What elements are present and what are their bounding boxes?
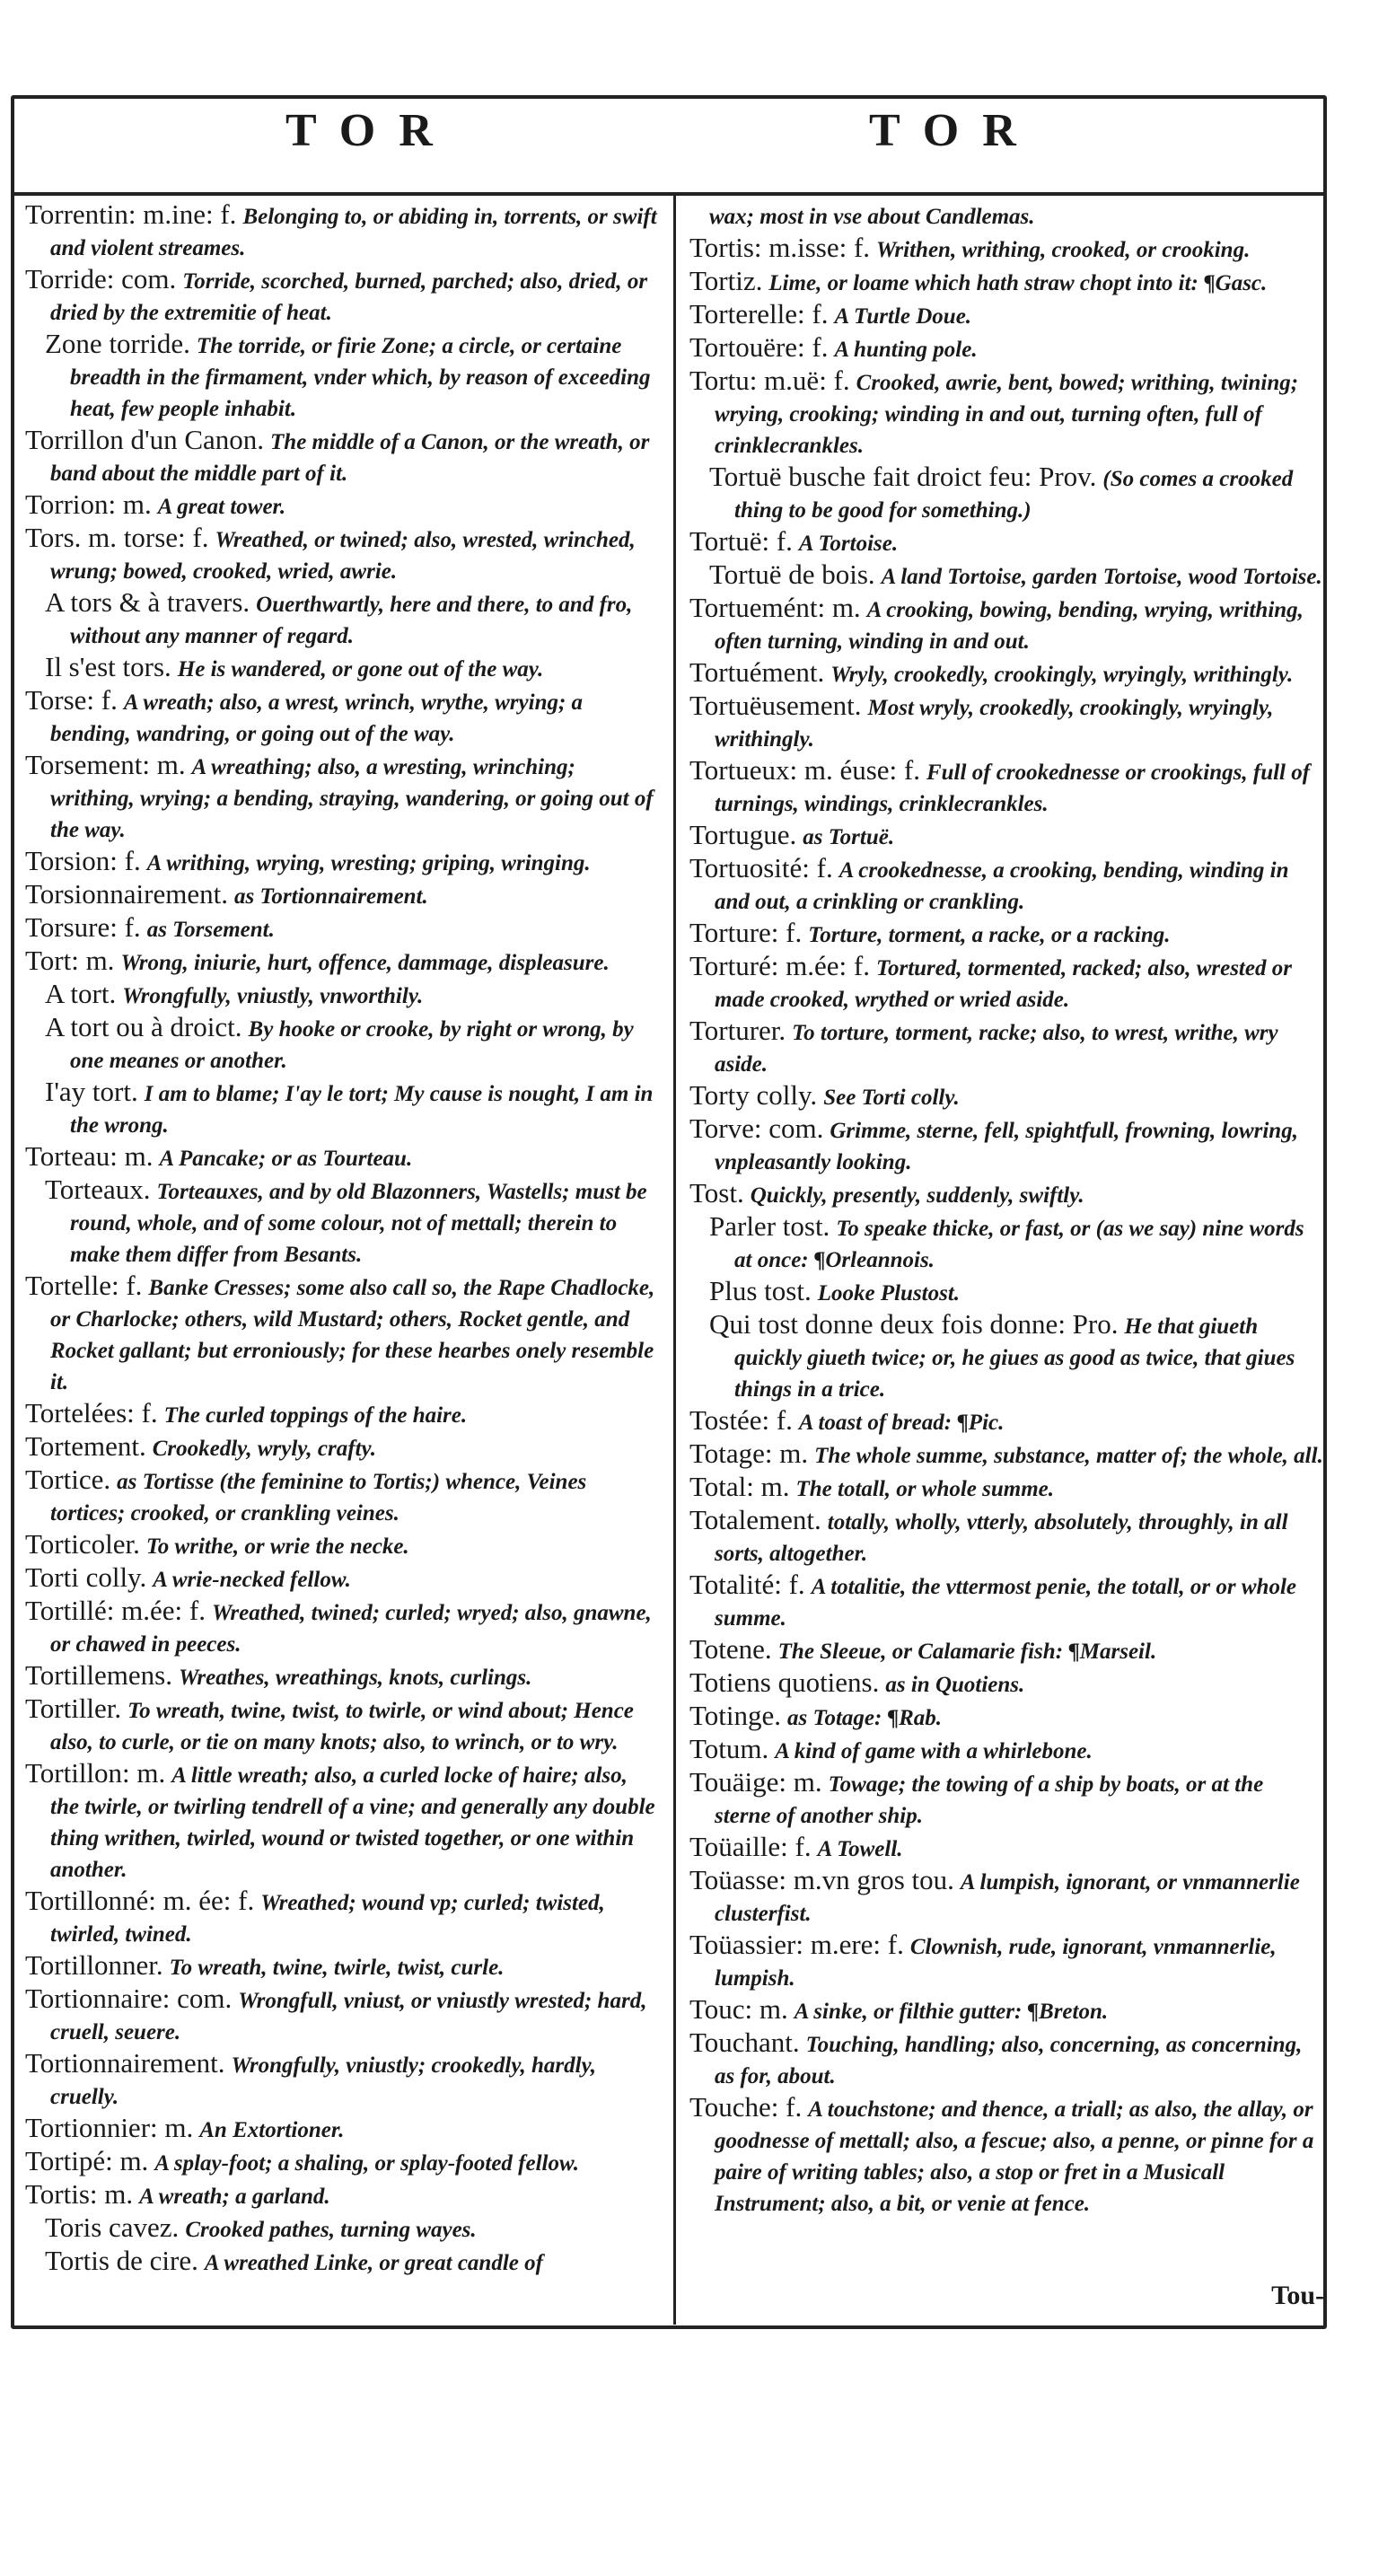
definition: To wreath, twine, twirle, twist, curle.: [169, 1956, 505, 1980]
definition: Wrongfull, vniust, or vniustly wrested; hard, cruell, seuere.: [50, 1989, 647, 2044]
definition: Wryly, crookedly, crookingly, wryingly, writhingly.: [830, 663, 1294, 687]
headword: Tors. m. torse: f.: [25, 522, 209, 553]
dictionary-entry: [689, 2092, 1323, 2220]
definition: Touching, handling; also, concerning, as concerning, as for, about.: [715, 2033, 1303, 2088]
dictionary-entry: [25, 489, 659, 523]
dictionary-entry: [689, 1015, 1323, 1080]
definition: A wreathed Linke, or great candle of: [204, 2251, 543, 2275]
running-head-right: TOR: [869, 105, 1040, 156]
dictionary-entry: [25, 1529, 659, 1562]
definition: Most wryly, crookedly, crookingly, wryingly, writhingly.: [715, 696, 1274, 752]
definition: as Torsement.: [146, 918, 275, 942]
definition: A Towell.: [817, 1837, 903, 1861]
definition: The whole summe, substance, matter of; the whole, all.: [814, 1444, 1323, 1468]
dictionary-entry: [25, 685, 659, 750]
dictionary-entry: [689, 1994, 1323, 2027]
definition: Banke Cresses; some also call so, the Rape Chadlocke, or Charlocke; others, wild Mustard; others, Rocket gentle, and Rocket gallant; but erroniously; for these hearbes onely resemble it.: [50, 1276, 655, 1394]
definition: as Tortionnairement.: [233, 884, 428, 909]
dictionary-entry: [25, 1693, 659, 1758]
definition: See Torti colly.: [823, 1086, 960, 1110]
headword: Tortuë: f.: [689, 525, 793, 557]
dictionary-entry: [25, 1431, 659, 1464]
definition: A wreath; a garland.: [139, 2185, 330, 2209]
dictionary-entry: [689, 1405, 1323, 1438]
dictionary-entry: [25, 879, 659, 912]
definition: Lime, or loame which hath straw chopt into it: ¶Gasc.: [768, 271, 1268, 295]
headword: Toüasse: m.vn gros tou.: [689, 1864, 954, 1895]
definition: Tortured, tormented, racked; also, wrested or made crooked, wrythed or wried aside.: [715, 956, 1292, 1012]
definition: He is wandered, or gone out of the way.: [177, 657, 544, 681]
dictionary-entry: [25, 1174, 659, 1270]
headword: Touäige: m.: [689, 1766, 822, 1798]
headword: Tortu: m.uë: f.: [689, 365, 850, 396]
headword: Tortionnairement.: [25, 2047, 225, 2079]
dictionary-entry: [689, 1701, 1323, 1734]
definition: A hunting pole.: [834, 338, 978, 362]
definition: Torteauxes, and by old Blazonners, Wastells; must be round, whole, and of some colour, not of mettall; therein to make them differ from Besants.: [70, 1180, 647, 1267]
definition: A wrie-necked fellow.: [153, 1568, 351, 1592]
dictionary-entry: [25, 912, 659, 945]
dictionary-entry: [689, 853, 1323, 918]
headword: A tort.: [45, 978, 117, 1009]
headword: Tortillon: m.: [25, 1757, 166, 1789]
headword: I'ay tort.: [45, 1076, 138, 1107]
headword: Tortis: m.: [25, 2178, 134, 2210]
headword: Totalité: f.: [689, 1569, 805, 1600]
headword: Torticoler.: [25, 1528, 140, 1560]
headword: Plus tost.: [709, 1275, 812, 1306]
dictionary-entry: [689, 1113, 1323, 1178]
headword: Tortuosité: f.: [689, 852, 833, 884]
dictionary-entry: [689, 1734, 1323, 1767]
headword: Tost.: [689, 1177, 744, 1209]
definition: Crookedly, wryly, crafty.: [152, 1437, 376, 1461]
definition: Crooked pathes, turning wayes.: [185, 2218, 477, 2242]
headword: Torsement: m.: [25, 749, 186, 780]
dictionary-entry: [689, 1211, 1323, 1276]
headword: Toüassier: m.ere: f.: [689, 1929, 904, 1960]
definition: Wrong, iniurie, hurt, offence, dammage, displeasure.: [120, 951, 610, 975]
definition: A wreathing; also, a wresting, wrinching; writhing, wrying; a bending, straying, wandering, or going out of the way.: [50, 755, 654, 842]
definition: Wreathed, or twined; also, wrested, wrinched, wrung; bowed, crooked, wried, awrie.: [50, 528, 636, 584]
headword: Toüaille: f.: [689, 1831, 812, 1862]
headword: Torty colly.: [689, 1079, 818, 1111]
definition: Belonging to, or abiding in, torrents, or swift and violent streames.: [50, 205, 657, 260]
definition: A crooking, bowing, bending, wrying, writhing, often turning, winding in and out.: [715, 598, 1304, 654]
definition: To wreath, twine, twist, to twirle, or wind about; Hence also, to curle, or tie on many knots; also, to wrinch, or to wry.: [50, 1699, 634, 1754]
definition: Writhen, writhing, crooked, or crooking.: [876, 238, 1251, 262]
headword: Tortillonné: m. ée: f.: [25, 1885, 255, 1916]
definition: A Tortoise.: [798, 532, 899, 556]
headword: Touc: m.: [689, 1993, 788, 2025]
definition: (So comes a crooked thing to be good for something.): [734, 467, 1294, 523]
dictionary-entry: [25, 652, 659, 685]
headword: Torturer.: [689, 1015, 786, 1046]
headword: Torteaux.: [45, 1174, 151, 1205]
header-rule: [14, 192, 1323, 196]
definition: as Tortisse (the feminine to Tortis;) whence, Veines tortices; crooked, or crankling veines.: [50, 1470, 587, 1525]
definition: as Tortuë.: [803, 825, 895, 849]
dictionary-entry: [25, 264, 659, 329]
headword: Tortuëusement.: [689, 690, 862, 721]
headword: Torti colly.: [25, 1561, 147, 1593]
dictionary-entry: [25, 2246, 659, 2279]
dictionary-entry: [25, 1983, 659, 2048]
dictionary-entry: [689, 1472, 1323, 1505]
headword: Tortuë de bois.: [709, 558, 875, 590]
dictionary-entry: [689, 1438, 1323, 1472]
dictionary-entry: [25, 329, 659, 425]
headword: Totiens quotiens.: [689, 1666, 880, 1698]
headword: Totene.: [689, 1633, 772, 1665]
dictionary-entry: [25, 523, 659, 587]
dictionary-entry: [25, 2212, 659, 2246]
definition: as in Quotiens.: [885, 1673, 1025, 1697]
headword: Torve: com.: [689, 1112, 824, 1144]
definition: An Extortioner.: [199, 2118, 345, 2142]
headword: Tortipé: m.: [25, 2145, 149, 2176]
headword: Tortiller.: [25, 1692, 122, 1724]
headword: Tortionnaire: com.: [25, 1983, 233, 2014]
dictionary-entry: [689, 755, 1323, 820]
dictionary-entry: [25, 2048, 659, 2113]
definition: A lumpish, ignorant, or vnmannerlie clusterfist.: [715, 1870, 1300, 1926]
dictionary-entry: [25, 1758, 659, 1886]
dictionary-entry: [689, 199, 1323, 233]
dictionary-entry: [25, 199, 659, 264]
column-divider: [673, 192, 676, 2325]
dictionary-entry: [689, 1832, 1323, 1865]
definition: as Totage: ¶Rab.: [787, 1706, 943, 1730]
definition: Quickly, presently, suddenly, swiftly.: [750, 1183, 1084, 1208]
dictionary-entry: [689, 2027, 1323, 2092]
headword: Torsure: f.: [25, 911, 141, 943]
definition: A Pancake; or as Tourteau.: [159, 1147, 413, 1171]
definition: To writhe, or wrie the necke.: [145, 1534, 409, 1559]
headword: Tortionnier: m.: [25, 2112, 194, 2143]
dictionary-entry: [689, 365, 1323, 462]
dictionary-entry: [689, 266, 1323, 299]
dictionary-entry: [689, 593, 1323, 657]
definition: I am to blame; I'ay le tort; My cause is nought, I am in the wrong.: [70, 1082, 654, 1138]
headword: Torride: com.: [25, 263, 177, 295]
headword: Tortiz.: [689, 265, 763, 296]
dictionary-entry: [25, 1270, 659, 1398]
headword: Torrentin: m.ine: f.: [25, 198, 237, 230]
definition: A sinke, or filthie gutter: ¶Breton.: [794, 2000, 1109, 2024]
dictionary-entry: [25, 2179, 659, 2212]
headword: Tortillé: m.ée: f.: [25, 1595, 206, 1626]
dictionary-entry: [25, 750, 659, 846]
dictionary-entry: [25, 846, 659, 879]
catchword: Tou-: [1271, 2281, 1324, 2310]
definition: To speake thicke, or fast, or (as we say) nine words at once: ¶Orleannois.: [734, 1217, 1304, 1272]
headword: Touche: f.: [689, 2091, 803, 2123]
definition: A land Tortoise, garden Tortoise, wood Tortoise.: [881, 565, 1322, 589]
headword: Totage: m.: [689, 1437, 809, 1469]
headword: Total: m.: [689, 1471, 790, 1502]
definition: Full of crookednesse or crookings, full of turnings, windings, crinklecrankles.: [715, 760, 1311, 816]
definition: The middle of a Canon, or the wreath, or band about the middle part of it.: [50, 430, 650, 486]
headword: Torse: f.: [25, 684, 118, 716]
dictionary-entry: [689, 526, 1323, 559]
definition: A touchstone; and thence, a triall; as also, the allay, or goodnesse of mettall; also, a fescue; also, a penne, or pinne for a paire of writing tables; also, a stop or fret in a Musicall Instrument; also, a bit, or venie at fence.: [715, 2097, 1314, 2216]
headword: Tortuemént: m.: [689, 592, 861, 623]
headword: Toris cavez.: [45, 2211, 180, 2243]
headword: Tortis: m.isse: f.: [689, 232, 871, 263]
definition: Crooked, awrie, bent, bowed; writhing, twining; wrying, crooking; winding in and out, turning often, full of crinklecrankles.: [715, 371, 1299, 458]
dictionary-entry: [25, 1562, 659, 1596]
headword: Tortillonner.: [25, 1949, 163, 1981]
definition: A crookednesse, a crooking, bending, winding in and out, a crinkling or crankling.: [715, 858, 1289, 914]
definition: Grimme, sterne, fell, spightfull, frowning, lowring, vnpleasantly looking.: [715, 1119, 1298, 1174]
definition: totally, wholly, vtterly, absolutely, throughly, in all sorts, altogether.: [715, 1510, 1288, 1566]
headword: Torrillon d'un Canon.: [25, 424, 265, 455]
definition: The curled toppings of the haire.: [163, 1403, 468, 1428]
headword: Torterelle: f.: [689, 298, 829, 330]
dictionary-entry: [689, 332, 1323, 365]
definition: Wrongfully, vniustly; crookedly, hardly, cruelly.: [50, 2053, 596, 2109]
dictionary-entry: [689, 299, 1323, 332]
definition: A little wreath; also, a curled locke of haire; also, the twirle, or twirling tendrell of a vine; and generally any double thing writhen, twirled, wound or twisted together, or one within another.: [50, 1763, 655, 1882]
dictionary-entry: [25, 1077, 659, 1141]
headword: Il s'est tors.: [45, 651, 171, 682]
headword: Tortelées: f.: [25, 1397, 158, 1429]
headword: Tortement.: [25, 1430, 146, 1462]
headword: Torsion: f.: [25, 845, 141, 876]
headword: Torture: f.: [689, 917, 803, 948]
definition: To torture, torment, racke; also, to wrest, writhe, wry aside.: [715, 1021, 1278, 1077]
dictionary-entry: [689, 559, 1323, 593]
dictionary-entry: [25, 1886, 659, 1950]
definition: A great tower.: [157, 495, 286, 519]
dictionary-entry: [25, 2113, 659, 2146]
dictionary-entry: [689, 1276, 1323, 1309]
headword: Tortis de cire.: [45, 2245, 198, 2276]
definition: A wreath; also, a wrest, wrinch, wrythe, wrying; a bending, wandring, or going out of the way.: [50, 690, 584, 746]
definition: By hooke or crooke, by right or wrong, by one meanes or another.: [70, 1017, 634, 1073]
dictionary-entry: [689, 690, 1323, 755]
definition: Torride, scorched, burned, parched; also, dried, or dried by the extremitie of heat.: [50, 269, 648, 325]
headword: Torteau: m.: [25, 1140, 154, 1172]
headword: Tostée: f.: [689, 1404, 793, 1436]
definition: The torride, or firie Zone; a circle, or certaine breadth in the firmament, vnder which, by reason of exceeding heat, few people inhabit.: [70, 334, 651, 421]
headword: Torturé: m.ée: f.: [689, 950, 870, 981]
dictionary-entry: [689, 1865, 1323, 1930]
definition: Ouerthwartly, here and there, to and fro, without any manner of regard.: [70, 593, 633, 648]
dictionary-entry: [689, 1634, 1323, 1667]
dictionary-entry: [689, 233, 1323, 266]
dictionary-entry: [25, 1464, 659, 1529]
right-column: [689, 199, 1323, 2220]
definition: The totall, or whole summe.: [795, 1477, 1055, 1501]
definition: Wreathed; wound vp; curled; twisted, twirled, twined.: [50, 1891, 605, 1947]
dictionary-entry: [25, 945, 659, 979]
definition: A splay-foot; a shaling, or splay-footed fellow.: [154, 2151, 579, 2176]
headword: Tortillemens.: [25, 1659, 172, 1691]
dictionary-entry: [689, 462, 1323, 526]
definition: Wreathes, wreathings, knots, curlings.: [179, 1666, 532, 1690]
dictionary-entry: [25, 587, 659, 652]
headword: Zone torride.: [45, 328, 190, 359]
dictionary-entry: [689, 1569, 1323, 1634]
dictionary-entry: [25, 425, 659, 489]
headword: Tortugue.: [689, 819, 797, 850]
definition: Torture, torment, a racke, or a racking.: [808, 923, 1171, 947]
dictionary-entry: [689, 1930, 1323, 1994]
headword: Tortouëre: f.: [689, 331, 829, 363]
headword: Torsionnairement.: [25, 878, 228, 910]
definition: Wrongfully, vniustly, vnworthily.: [122, 984, 424, 1008]
dictionary-entry: [689, 1309, 1323, 1405]
dictionary-entry: [689, 1505, 1323, 1569]
definition: wax; most in vse about Candlemas.: [709, 205, 1035, 229]
running-head-left: TOR: [285, 105, 456, 156]
definition: A totalitie, the vttermost penie, the totall, or or whole summe.: [715, 1575, 1296, 1631]
dictionary-entry: [25, 979, 659, 1012]
definition: Clownish, rude, ignorant, vnmannerlie, lumpish.: [715, 1935, 1277, 1991]
definition: Wreathed, twined; curled; wryed; also, gnawne, or chawed in peeces.: [50, 1601, 652, 1657]
definition: A kind of game with a whirlebone.: [775, 1739, 1093, 1763]
headword: Tortuë busche fait droict feu: Prov.: [709, 461, 1097, 492]
headword: Tortelle: f.: [25, 1270, 143, 1301]
left-column: [25, 199, 659, 2279]
headword: Qui tost donne deux fois donne: Pro.: [709, 1308, 1119, 1340]
headword: Tort: m.: [25, 945, 115, 976]
dictionary-entry: [25, 1950, 659, 1983]
headword: Tortice.: [25, 1464, 111, 1495]
dictionary-entry: [25, 1141, 659, 1174]
dictionary-entry: [25, 1596, 659, 1660]
headword: Parler tost.: [709, 1210, 830, 1242]
dictionary-entry: [25, 2146, 659, 2179]
headword: Torrion: m.: [25, 488, 152, 520]
definition: The Sleeue, or Calamarie fish: ¶Marseil.: [777, 1640, 1157, 1664]
dictionary-entry: [689, 1178, 1323, 1211]
dictionary-entry: [689, 657, 1323, 690]
headword: Totalement.: [689, 1504, 821, 1535]
headword: A tort ou à droict.: [45, 1011, 242, 1042]
headword: Totum.: [689, 1733, 769, 1764]
definition: Looke Plustost.: [817, 1281, 961, 1306]
headword: Touchant.: [689, 2027, 800, 2058]
definition: A toast of bread: ¶Pic.: [798, 1411, 1005, 1435]
dictionary-entry: [689, 820, 1323, 853]
definition: Towage; the towing of a ship by boats, or at the sterne of another ship.: [715, 1772, 1264, 1828]
definition: A Turtle Doue.: [834, 304, 972, 329]
dictionary-entry: [689, 951, 1323, 1015]
dictionary-entry: [25, 1660, 659, 1693]
dictionary-entry: [25, 1398, 659, 1431]
headword: Tortuément.: [689, 656, 825, 688]
dictionary-entry: [689, 918, 1323, 951]
headword: Totinge.: [689, 1700, 782, 1731]
dictionary-entry: [689, 1767, 1323, 1832]
headword: A tors & à travers.: [45, 586, 250, 618]
dictionary-entry: [689, 1080, 1323, 1113]
definition: A writhing, wrying, wresting; griping, wringing.: [146, 851, 591, 875]
dictionary-entry: [689, 1667, 1323, 1701]
headword: Tortueux: m. éuse: f.: [689, 754, 920, 786]
dictionary-entry: [25, 1012, 659, 1077]
definition: He that giueth quickly giueth twice; or, he giues as good as twice, that giues things in a trice.: [734, 1314, 1295, 1402]
